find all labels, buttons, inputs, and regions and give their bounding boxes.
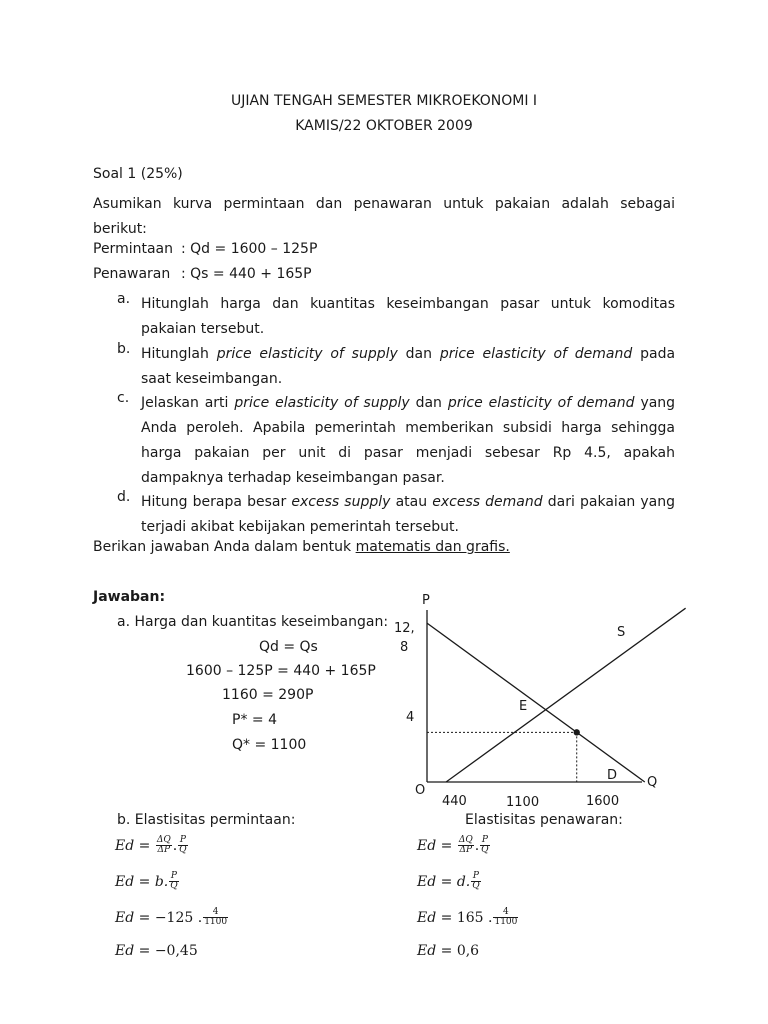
item-c-marker: c. [117, 390, 130, 406]
axis-label-p: P [422, 593, 430, 608]
item-d-text: Hitung berapa besar excess supply atau excess demand dari pakaian yang terjadi akibat kebijakan pemerintah tersebut. [141, 494, 676, 535]
demand-curve-label: D [607, 768, 618, 783]
answer-a-step5: Q* = 1100 [232, 737, 307, 753]
exam-date: KAMIS/22 OKTOBER 2009 [295, 118, 473, 134]
supply-label: Penawaran [93, 266, 171, 282]
tick-label-y-8: 8 [400, 640, 409, 655]
equilibrium-point [574, 729, 580, 735]
demand-formula-2: Ed = b. $\frac{P}{Q}$ [115, 871, 178, 892]
answer-a-step3: 1160 = 290P [222, 687, 314, 703]
tick-label-y-12: 12, [394, 621, 415, 636]
item-b-marker: b. [117, 341, 131, 357]
item-d-marker: d. [117, 489, 131, 505]
question-intro: Asumikan kurva permintaan dan penawaran untuk pakaian adalah sebagai berikut: [93, 196, 675, 237]
item-b-text: Hitunglah price elasticity of supply dan price elasticity of demand pada saat keseimbangan. [141, 346, 676, 387]
demand-result: Ed = −0,45 [115, 943, 198, 959]
answer-heading: Jawaban: [93, 589, 166, 605]
supply-formula-1: Ed = $\frac{\Delta Q}{\Delta P}$ . $\frac{P}{Q}$ [417, 835, 489, 856]
supply-equation: : Qs = 440 + 165P [181, 266, 312, 282]
tick-label-x-1600: 1600 [586, 794, 620, 809]
origin-label: O [415, 783, 426, 798]
supply-demand-chart [390, 588, 690, 818]
tick-label-x-440: 440 [442, 794, 467, 809]
demand-curve [427, 623, 645, 782]
item-c-text: Jelaskan arti price elasticity of supply dan price elasticity of demand yang Anda peroleh. Apabila pemerintah memberikan subsidi harga sehingga harga pakaian per unit di pasar menjadi sebesar Rp 4.5, apakah dampaknya terhadap keseimbangan pasar. [141, 395, 676, 486]
demand-equation: : Qd = 1600 – 125P [181, 241, 318, 257]
demand-formula-1: Ed = $\frac{\Delta Q}{\Delta P}$ . $\frac{P}{Q}$ [115, 835, 187, 856]
closing-underlined: matematis dan grafis. [355, 539, 510, 555]
equilibrium-label: E [519, 699, 528, 714]
supply-curve [446, 608, 686, 782]
question-heading: Soal 1 (25%) [93, 166, 183, 182]
tick-label-y-4: 4 [406, 710, 415, 725]
supply-result: Ed = 0,6 [417, 943, 480, 959]
supply-curve-label: S [617, 625, 626, 640]
item-a-text: Hitunglah harga dan kuantitas keseimbangan pasar untuk komoditas pakaian tersebut. [141, 296, 675, 337]
tick-label-x-1100: 1100 [506, 795, 540, 810]
answer-a-step1: Qd = Qs [259, 639, 318, 655]
supply-formula-3: Ed = 165 . $\frac{4}{1100}$ [417, 907, 518, 928]
supply-formula-2: Ed = d. $\frac{P}{Q}$ [417, 871, 480, 892]
closing-instruction: Berikan jawaban Anda dalam bentuk matematis dan grafis. [93, 539, 510, 555]
demand-formula-3: Ed = −125 . $\frac{4}{1100}$ [115, 907, 228, 928]
elasticity-supply-title: Elastisitas penawaran: [465, 812, 623, 828]
answer-a-title: a. Harga dan kuantitas keseimbangan: [117, 614, 389, 630]
demand-label: Permintaan [93, 241, 173, 257]
answer-a-step2: 1600 – 125P = 440 + 165P [186, 663, 376, 679]
item-a-marker: a. [117, 291, 131, 307]
axis-label-q: Q [647, 775, 658, 790]
elasticity-demand-title: b. Elastisitas permintaan: [117, 812, 296, 828]
answer-a-step4: P* = 4 [232, 712, 277, 728]
exam-title: UJIAN TENGAH SEMESTER MIKROEKONOMI I [230, 93, 538, 109]
